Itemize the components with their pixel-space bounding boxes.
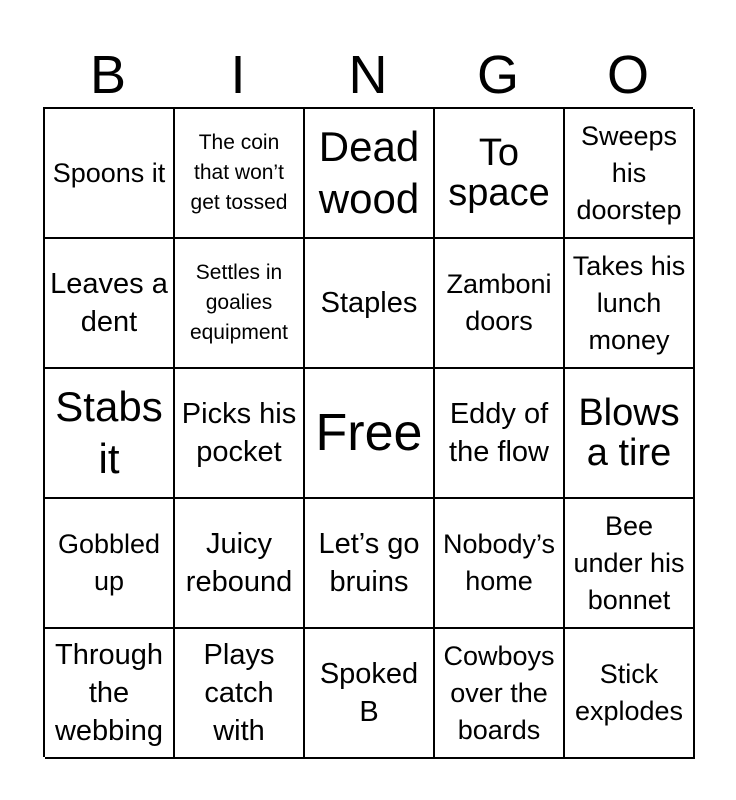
bingo-cell[interactable]	[175, 499, 305, 629]
cell-label: Settles in goalies equipment	[189, 261, 289, 344]
bingo-cell[interactable]	[565, 109, 695, 239]
bingo-cell[interactable]	[175, 369, 305, 499]
cell-label: Spoons it	[52, 157, 166, 188]
cell-label: Bee under his bonnet	[573, 510, 685, 615]
header-letter-g: G	[476, 45, 519, 105]
bingo-cell[interactable]	[305, 109, 435, 239]
cell-label: Dead wood	[318, 123, 420, 222]
bingo-cell[interactable]	[565, 239, 695, 369]
bingo-cell[interactable]	[175, 109, 305, 239]
cell-label: Staples	[320, 287, 418, 319]
cell-label: Stick explodes	[574, 659, 684, 726]
cell-label: Eddy of the flow	[449, 398, 549, 468]
bingo-cell[interactable]	[305, 239, 435, 369]
cell-label: Let’s go bruins	[318, 528, 420, 598]
bingo-cell[interactable]	[565, 629, 695, 759]
cell-label: Gobbled up	[57, 529, 161, 596]
bingo-cell[interactable]	[435, 499, 565, 629]
header-letter-o: O	[606, 45, 649, 105]
cell-label: Zamboni doors	[446, 269, 552, 336]
cell-label: Sweeps his doorstep	[576, 120, 682, 225]
free-space-cell[interactable]	[305, 369, 435, 499]
cell-label: Plays catch with	[203, 639, 275, 747]
cell-label: Picks his pocket	[181, 398, 297, 468]
header-letter-b: B	[89, 45, 127, 105]
cell-label: Through the webbing	[54, 639, 164, 747]
bingo-cell[interactable]	[435, 109, 565, 239]
bingo-cell[interactable]	[45, 109, 175, 239]
cell-label: Takes his lunch money	[572, 250, 686, 355]
cell-label: Juicy rebound	[185, 528, 293, 598]
bingo-header	[43, 44, 693, 106]
bingo-cell[interactable]	[565, 369, 695, 499]
bingo-cell[interactable]	[45, 629, 175, 759]
bingo-cell[interactable]	[175, 629, 305, 759]
cell-label: The coin that won’t get tossed	[190, 131, 288, 214]
bingo-cell[interactable]	[45, 239, 175, 369]
cell-label: To space	[448, 132, 550, 214]
bingo-cell[interactable]	[45, 369, 175, 499]
bingo-cell[interactable]	[305, 629, 435, 759]
cell-label: Nobody’s home	[442, 529, 556, 596]
bingo-cell[interactable]	[435, 369, 565, 499]
cell-label: Cowboys over the boards	[443, 640, 555, 745]
bingo-cell[interactable]	[435, 239, 565, 369]
bingo-cell[interactable]	[305, 499, 435, 629]
cell-label: Spoked B	[319, 658, 419, 728]
cell-label: Leaves a dent	[50, 268, 168, 338]
bingo-board	[43, 107, 693, 757]
cell-label: Blows a tire	[578, 392, 680, 474]
bingo-cell[interactable]	[45, 499, 175, 629]
bingo-cell[interactable]	[565, 499, 695, 629]
header-letter-n: N	[348, 45, 388, 105]
cell-label: Stabs it	[55, 383, 163, 482]
bingo-cell[interactable]	[175, 239, 305, 369]
header-letter-i: I	[230, 45, 246, 105]
free-space-label: Free	[315, 404, 423, 462]
bingo-cell[interactable]	[435, 629, 565, 759]
